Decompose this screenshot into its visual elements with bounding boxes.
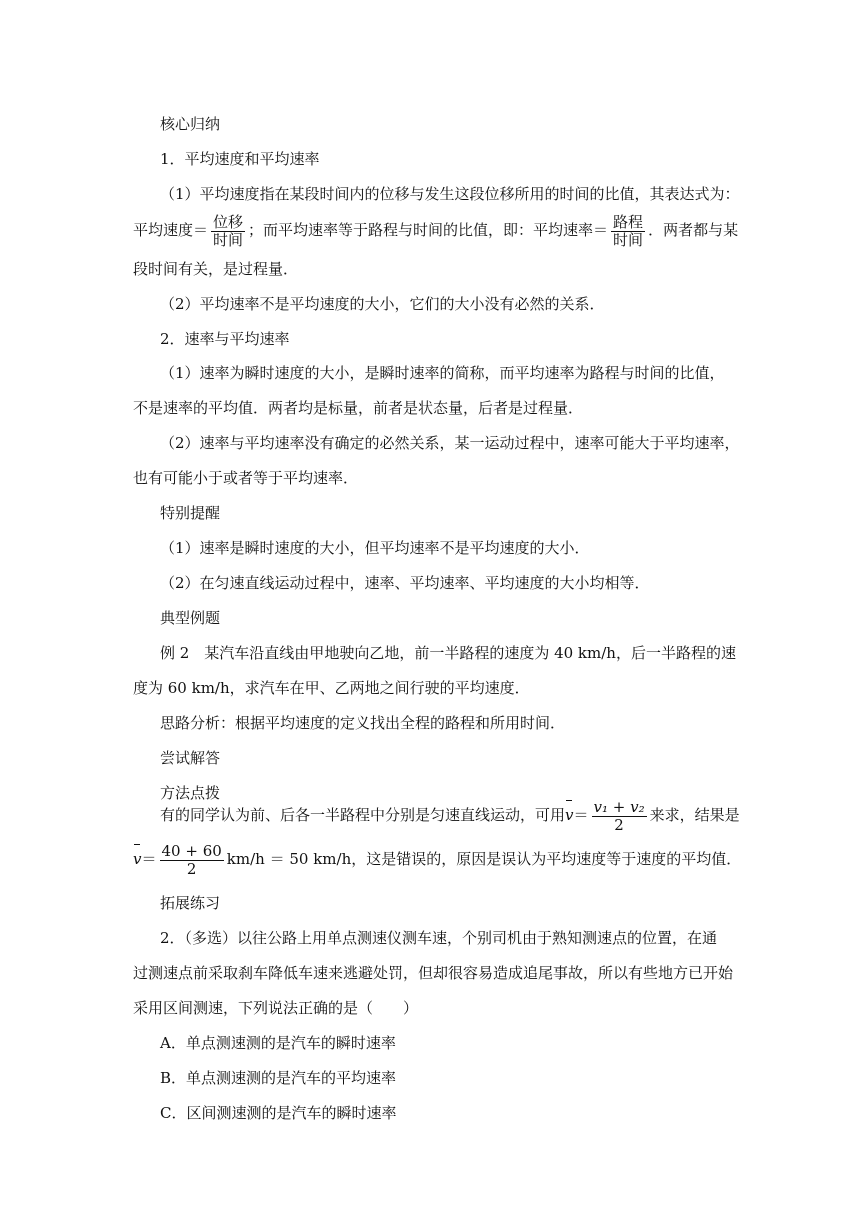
- fraction-numerator: 路程: [613, 212, 644, 231]
- section-1-para-1-line-1: （1）平均速度指在某段时间内的位移与发生这段位移所用的时间的比值，其表达式为：: [160, 185, 740, 203]
- avg-v-symbol: v: [565, 798, 573, 832]
- practice-heading: 拓展练习: [160, 894, 221, 912]
- fraction-numerator: 位移: [213, 212, 244, 231]
- section-1-title: 1．平均速度和平均速率: [160, 150, 320, 168]
- fraction-denominator: 时间: [613, 230, 644, 249]
- method-label: 方法点拨: [160, 784, 221, 802]
- section-1-para-1-line-2: [133, 213, 738, 249]
- method-text-b: 来求，结果是: [649, 806, 740, 824]
- example-question-line-1: 例 2 某汽车沿直线由甲地驶向乙地，前一半路程的速度为 40 km/h，后一半路程的速: [160, 644, 736, 662]
- fraction-denominator: 2: [186, 859, 197, 878]
- section-1-para-1-line-3: 段时间有关，是过程量．: [133, 260, 299, 278]
- example-heading: 典型例题: [160, 609, 221, 627]
- forty-plus-sixty-over-2-fraction: [160, 843, 224, 878]
- equals-sign: ＝: [573, 806, 589, 824]
- section-2-para-2-line-2: 也有可能小于或者等于平均速率．: [133, 469, 359, 487]
- section-2-para-2-line-1: （2）速率与平均速率没有确定的必然关系，某一运动过程中，速率可能大于平均速率，: [160, 434, 740, 452]
- reminder-para-1: （1）速率是瞬时速度的大小，但平均速率不是平均速度的大小．: [160, 539, 590, 557]
- reminder-heading: 特别提醒: [160, 504, 221, 522]
- v1-plus-v2-over-2-fraction: [592, 799, 647, 834]
- avg-v-symbol: v: [133, 842, 141, 876]
- practice-question-line-1: 2．（多选）以往公路上用单点测速仪测车速，个别司机由于熟知测速点的位置，在通: [160, 929, 718, 947]
- section-2-para-1-line-1: （1）速率为瞬时速度的大小，是瞬时速率的简称，而平均速率为路程与时间的比值，: [160, 364, 725, 382]
- method-line-2: [133, 842, 741, 878]
- equals-sign: ＝: [141, 850, 157, 868]
- option-c: C．区间测速测的是汽车的瞬时速率: [160, 1104, 397, 1122]
- method-text-tail: km/h ＝ 50 km/h，这是错误的，原因是误认为平均速度等于速度的平均值．: [226, 850, 742, 868]
- fraction-denominator: 时间: [213, 230, 244, 249]
- try-answer-label: 尝试解答: [160, 749, 221, 767]
- core-heading: 核心归纳: [160, 115, 221, 133]
- displacement-over-time-fraction: [211, 214, 245, 249]
- method-line-1: [160, 798, 740, 834]
- section-2-title: 2．速率与平均速率: [160, 330, 290, 348]
- avg-velocity-label: 平均速度＝: [133, 221, 209, 239]
- example-question-line-2: 度为 60 km/h，求汽车在甲、乙两地之间行驶的平均速度．: [133, 679, 530, 697]
- analysis-text: 思路分析：根据平均速度的定义找出全程的路程和所用时间．: [160, 714, 566, 732]
- section-1-para-2: （2）平均速率不是平均速度的大小，它们的大小没有必然的关系．: [160, 295, 605, 313]
- line-tail-text: ．两者都与某: [648, 221, 739, 239]
- section-2-para-1-line-2: 不是速率的平均值．两者均是标量，前者是状态量，后者是过程量．: [133, 399, 584, 417]
- option-b: B．单点测速测的是汽车的平均速率: [160, 1069, 397, 1087]
- avg-speed-text: ；而平均速率等于路程与时间的比值，即：平均速率＝: [248, 221, 609, 239]
- fraction-numerator: 40 + 60: [161, 841, 222, 860]
- method-text-a: 有的同学认为前、后各一半路程中分别是匀速直线运动，可用: [160, 806, 566, 824]
- fraction-numerator: v₁ + v₂: [593, 797, 645, 816]
- practice-question-line-2: 过测速点前采取刹车降低车速来逃避处罚，但却很容易造成追尾事故，所以有些地方已开始: [133, 964, 734, 982]
- distance-over-time-fraction: [611, 214, 645, 249]
- practice-question-line-3: 采用区间测速，下列说法正确的是（ ）: [133, 999, 419, 1017]
- reminder-para-2: （2）在匀速直线运动过程中，速率、平均速率、平均速度的大小均相等．: [160, 574, 650, 592]
- fraction-denominator: 2: [614, 815, 624, 834]
- option-a: A．单点测速测的是汽车的瞬时速率: [160, 1034, 396, 1052]
